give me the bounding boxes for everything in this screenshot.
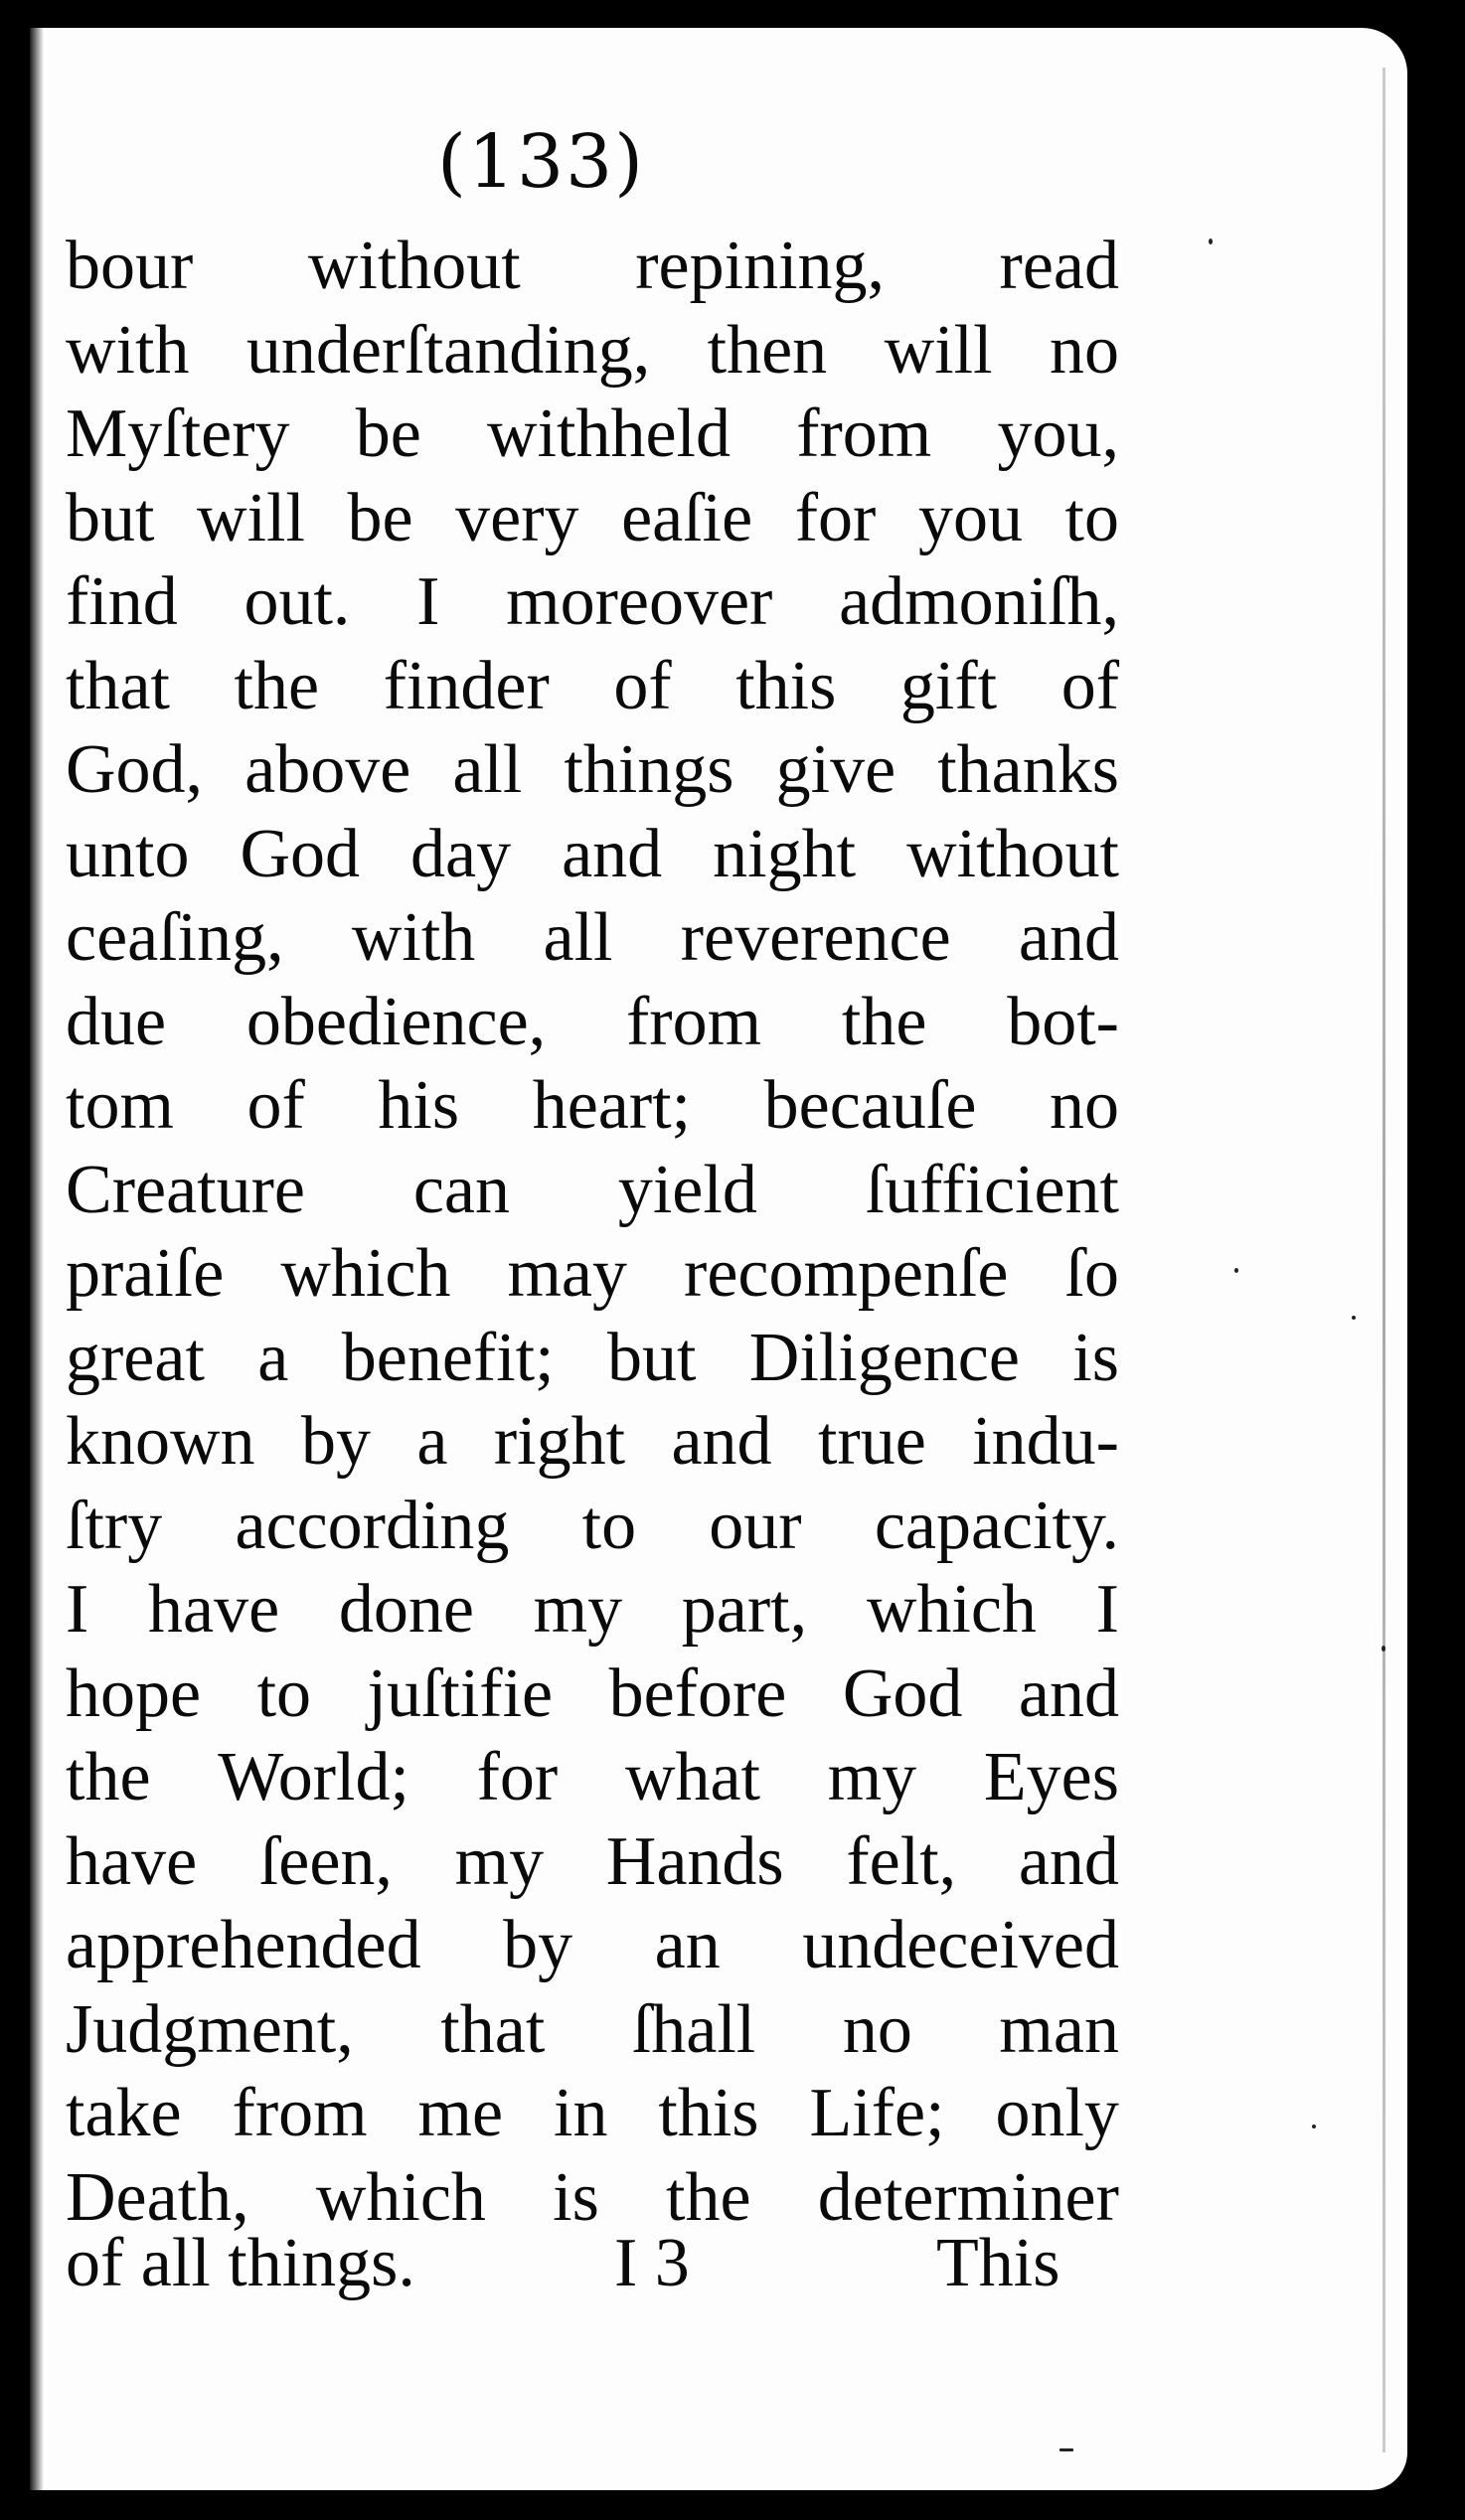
signature-mark: I 3 — [614, 2225, 690, 2301]
word: to — [1064, 479, 1119, 556]
text-line — [66, 1149, 1119, 1233]
word: which — [866, 1571, 1037, 1648]
word: the — [666, 2158, 751, 2236]
word: have — [148, 1571, 280, 1648]
word: day — [410, 815, 512, 892]
word: and — [1018, 1822, 1119, 1900]
line-words — [66, 1736, 1119, 1820]
word: of — [246, 1067, 305, 1144]
text-line — [66, 1904, 1119, 1988]
word: his — [378, 1067, 460, 1144]
word: my — [533, 1571, 623, 1648]
line-words — [66, 393, 1119, 477]
text-line — [66, 1736, 1119, 1820]
word: moreover — [506, 563, 773, 640]
word: recompenſe — [684, 1235, 1009, 1312]
word: a — [416, 1403, 448, 1480]
word: known — [66, 1403, 255, 1480]
word: Hands — [605, 1822, 784, 1900]
word: World; — [218, 1739, 409, 1815]
text-line — [66, 813, 1119, 897]
word: admoniſh, — [839, 563, 1119, 640]
word: reverence — [680, 899, 951, 976]
word: an — [654, 1907, 721, 1983]
text-line — [66, 477, 1119, 561]
word: by — [503, 1907, 573, 1983]
word: ſeen, — [258, 1822, 393, 1900]
word: may — [507, 1235, 627, 1312]
text-line — [66, 896, 1119, 981]
line-words — [66, 981, 1119, 1065]
word: all — [543, 899, 613, 976]
word: in — [554, 2075, 608, 2151]
line-words — [66, 225, 1119, 309]
word: tom — [66, 1067, 174, 1144]
word: of — [1060, 647, 1119, 724]
word: according — [235, 1487, 510, 1564]
word: Diligence — [748, 1319, 1020, 1396]
word: Life; — [809, 2075, 945, 2151]
word: ſtry — [66, 1487, 163, 1564]
word: me — [417, 2075, 504, 2151]
word: felt, — [846, 1822, 957, 1900]
word: things — [564, 731, 734, 808]
text-line — [66, 1988, 1119, 2073]
word: from — [232, 2075, 368, 2151]
word: the — [841, 983, 927, 1060]
word: eaſie — [621, 479, 753, 556]
word: take — [66, 2075, 182, 2151]
word: for — [476, 1739, 559, 1815]
word: ſufficient — [865, 1151, 1119, 1228]
word: will — [197, 479, 305, 556]
line-words — [66, 1904, 1119, 1988]
word: without — [906, 815, 1119, 892]
word: and — [1018, 1654, 1119, 1732]
word: all — [452, 731, 523, 808]
word: and — [562, 815, 663, 892]
word: bour — [66, 228, 194, 304]
page-number: (133) — [437, 119, 645, 205]
word: underſtanding, — [245, 311, 651, 389]
text-line — [66, 981, 1119, 1065]
word: unto — [66, 815, 190, 892]
word: with — [351, 899, 476, 976]
word: but — [606, 1319, 697, 1396]
text-line — [66, 1064, 1119, 1149]
ink-speck — [1209, 238, 1213, 244]
ink-speck — [1352, 1316, 1356, 1320]
text-line — [66, 1317, 1119, 1401]
word: and — [671, 1403, 772, 1480]
word: determiner — [817, 2158, 1119, 2236]
text-line — [66, 1400, 1119, 1485]
word: becauſe — [763, 1067, 977, 1144]
word: yield — [617, 1151, 757, 1228]
word: with — [66, 311, 190, 389]
word: man — [999, 1990, 1119, 2068]
line-words — [66, 1653, 1119, 1737]
word: ſo — [1064, 1235, 1119, 1312]
word: indu- — [972, 1403, 1119, 1480]
word: a — [257, 1319, 289, 1396]
word: this — [658, 2075, 759, 2151]
word: I — [416, 563, 440, 640]
word: from — [796, 395, 932, 472]
word: for — [794, 479, 877, 556]
line-words — [66, 1485, 1119, 1569]
body-text — [66, 225, 1119, 2240]
word: no — [842, 1990, 912, 2068]
word: God, — [66, 731, 204, 808]
word: Myſtery — [66, 395, 290, 472]
line-words — [66, 1400, 1119, 1485]
word: only — [995, 2075, 1119, 2151]
word: but — [66, 479, 155, 556]
text-line — [66, 1653, 1119, 1737]
word: without — [307, 228, 521, 304]
line-words — [66, 1064, 1119, 1149]
word: is — [553, 2158, 599, 2236]
word: ceaſing, — [66, 899, 284, 976]
catchline — [66, 2224, 1075, 2309]
word: be — [355, 395, 421, 472]
word: have — [66, 1822, 198, 1900]
word: obedience, — [245, 983, 547, 1060]
word: repining, — [635, 228, 886, 304]
word: to — [256, 1654, 312, 1732]
word: Eyes — [983, 1739, 1119, 1815]
text-line — [66, 645, 1119, 729]
word: my — [827, 1739, 917, 1815]
word: capacity. — [874, 1487, 1119, 1564]
line-words — [66, 1568, 1119, 1653]
word: God — [842, 1654, 963, 1732]
word: read — [999, 228, 1119, 304]
word: right — [493, 1403, 626, 1480]
word: before — [608, 1654, 787, 1732]
text-line — [66, 1485, 1119, 1569]
word: thanks — [937, 731, 1119, 808]
page-edge — [1383, 68, 1385, 2452]
word: that — [440, 1990, 546, 2068]
word: juſtifie — [367, 1654, 554, 1732]
word: find — [66, 563, 178, 640]
word: done — [338, 1571, 474, 1648]
word: my — [454, 1822, 545, 1900]
line-words — [66, 728, 1119, 813]
ink-speck — [1312, 2125, 1316, 2128]
text-line — [66, 1568, 1119, 1653]
text-line — [66, 393, 1119, 477]
word: our — [709, 1487, 802, 1564]
word: of — [613, 647, 672, 724]
word: very — [455, 479, 579, 556]
word: out. — [244, 563, 351, 640]
word: Creature — [66, 1151, 305, 1228]
line-words — [66, 1232, 1119, 1317]
word: then — [707, 311, 828, 389]
ink-speck — [1382, 1646, 1385, 1652]
word: what — [624, 1739, 761, 1815]
ink-speck — [1234, 1268, 1238, 1273]
word: night — [713, 815, 857, 892]
word: give — [775, 731, 896, 808]
word: no — [1049, 1067, 1119, 1144]
word: which — [280, 1235, 451, 1312]
line-words — [66, 309, 1119, 394]
word: part, — [681, 1571, 808, 1648]
word: above — [244, 731, 411, 808]
catchword: This — [936, 2225, 1060, 2301]
word: gift — [899, 647, 998, 724]
word: be — [347, 479, 413, 556]
line-words — [66, 2072, 1119, 2156]
text-line — [66, 1820, 1119, 1905]
text-line — [66, 728, 1119, 813]
word: Judgment, — [66, 1990, 354, 2068]
word: I — [66, 1571, 89, 1648]
word: the — [66, 1739, 151, 1815]
word: by — [300, 1403, 371, 1480]
line-words — [66, 560, 1119, 645]
word: undeceived — [802, 1907, 1119, 1983]
ink-speck — [1059, 2448, 1073, 2451]
word: due — [66, 983, 167, 1060]
word: apprehended — [66, 1907, 421, 1983]
word: Death, — [66, 2158, 249, 2236]
line-words — [66, 477, 1119, 561]
word: to — [581, 1487, 637, 1564]
line-words — [66, 1317, 1119, 1401]
line-words — [66, 1820, 1119, 1905]
text-line — [66, 309, 1119, 394]
word: God — [240, 815, 361, 892]
text-line — [66, 225, 1119, 309]
word: this — [735, 647, 837, 724]
word: can — [412, 1151, 510, 1228]
word: true — [817, 1403, 926, 1480]
word: the — [234, 647, 320, 724]
word: that — [66, 647, 170, 724]
gutter-shadow — [30, 28, 44, 2490]
word: benefit; — [341, 1319, 555, 1396]
word: and — [1018, 899, 1119, 976]
word: ſhall — [631, 1990, 756, 2068]
word: hope — [66, 1654, 202, 1732]
line-words — [66, 813, 1119, 897]
last-line: of all things. — [66, 2225, 415, 2301]
word: I — [1095, 1571, 1119, 1648]
line-words — [66, 1149, 1119, 1233]
word: great — [66, 1319, 205, 1396]
word: which — [315, 2158, 486, 2236]
word: no — [1050, 311, 1119, 389]
word: is — [1072, 1319, 1119, 1396]
line-words — [66, 645, 1119, 729]
line-words — [66, 896, 1119, 981]
word: will — [884, 311, 993, 389]
book-page — [30, 28, 1407, 2490]
text-line — [66, 2072, 1119, 2156]
word: you, — [997, 395, 1119, 472]
word: praiſe — [66, 1235, 225, 1312]
text-line — [66, 560, 1119, 645]
word: from — [625, 983, 762, 1060]
word: finder — [383, 647, 550, 724]
word: bot- — [1007, 983, 1119, 1060]
text-line — [66, 1232, 1119, 1317]
line-words — [66, 1988, 1119, 2073]
word: you — [917, 479, 1023, 556]
word: withheld — [487, 395, 731, 472]
word: heart; — [532, 1067, 692, 1144]
